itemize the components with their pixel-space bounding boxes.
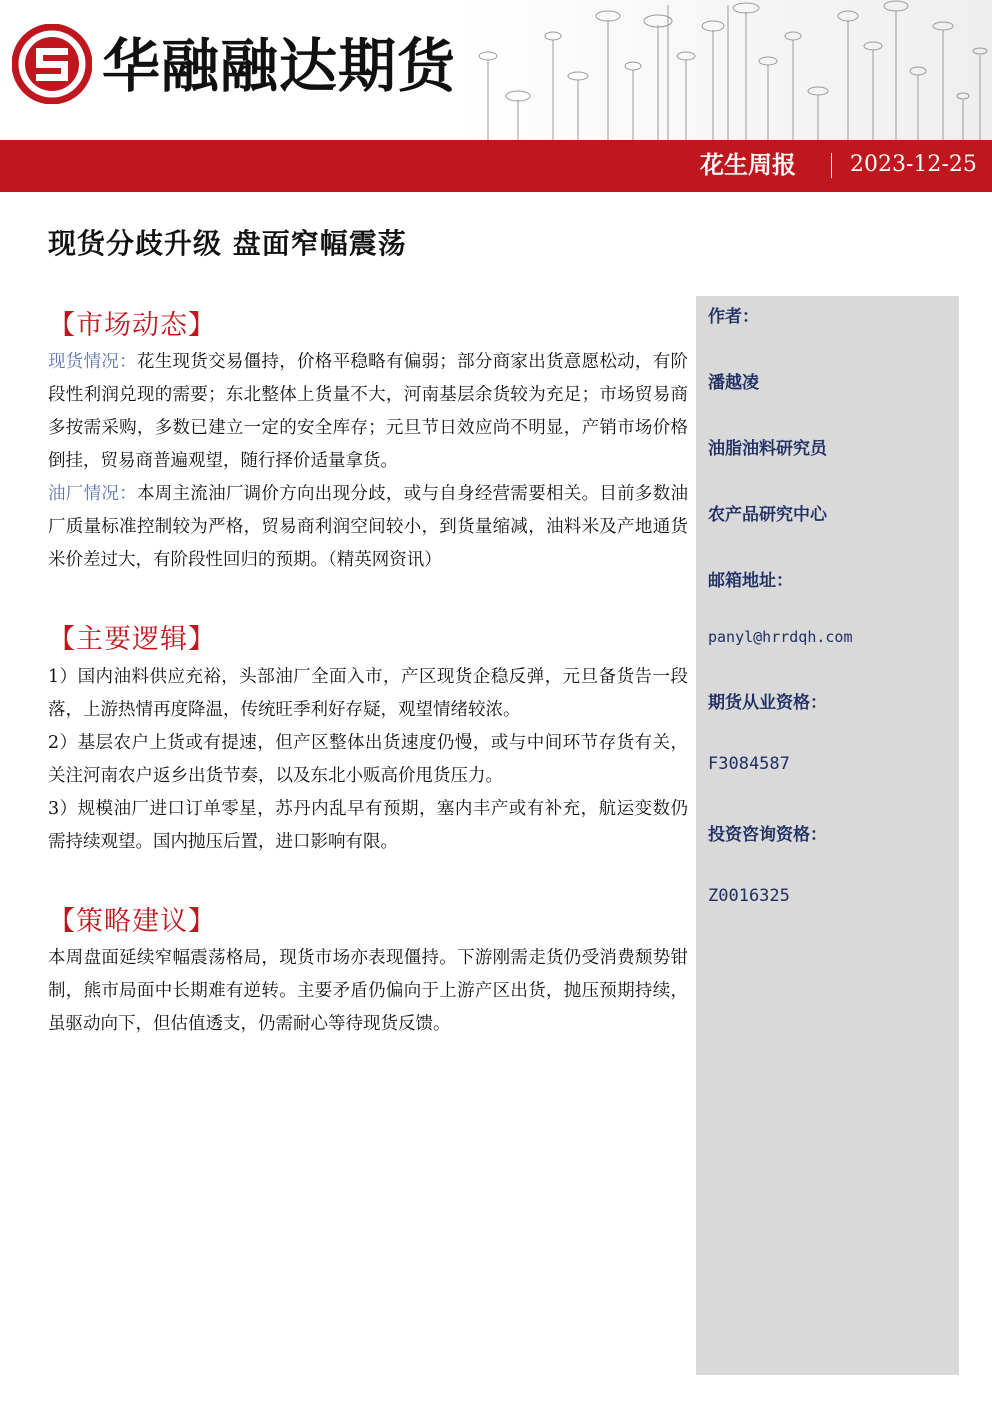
report-header [0, 0, 992, 192]
spot-label: 现货情况： [48, 352, 137, 372]
section-heading-strategy: 【策略建议】 [48, 906, 216, 937]
logic-point-1: 1）国内油料供应充裕，头部油厂全面入市，产区现货企稳反弹，元旦备货告一段落，上游热情再度降温，传统旺季利好存疑，观望情绪较浓。 [48, 667, 688, 720]
section-heading-logic: 【主要逻辑】 [48, 624, 216, 655]
company-logo-icon [12, 24, 92, 104]
advisory-cert-label: 投资咨询资格： [708, 825, 827, 845]
futures-cert-label: 期货从业资格： [708, 693, 827, 713]
report-title: 现货分歧升级 盘面窄幅震荡 [48, 227, 407, 260]
strategy-paragraph: 本周盘面延续窄幅震荡格局，现货市场亦表现僵持。下游刚需走货仍受消费颓势钳制，熊市局面中长期难有逆转。主要矛盾仍偏向于上游产区出货，抛压预期持续，虽驱动向下，但估值透支，仍需耐心等待现货反馈。 [48, 948, 688, 1034]
mill-paragraph [48, 478, 688, 577]
logic-point-2: 2）基层农户上货或有提速，但产区整体出货速度仍慢，或与中间环节存货有关，关注河南农户返乡出货节奏，以及东北小贩高价甩货压力。 [48, 733, 688, 786]
mill-label: 油厂情况： [48, 484, 137, 504]
report-type: 花生周报 [700, 151, 796, 179]
mill-text: 本周主流油厂调价方向出现分歧，或与自身经营需要相关。目前多数油厂质量标准控制较为严格，贸易商利润空间较小，到货量缩减，油料米及产地通货米价差过大，有阶段性回归的预期。（精英网资讯） [48, 484, 689, 570]
bar-divider [831, 153, 832, 178]
bubble-lines-decoration [458, 0, 992, 140]
email-label: 邮箱地址： [708, 571, 793, 591]
logic-point-3: 3）规模油厂进口订单零星，苏丹内乱早有预期，塞内丰产或有补充，航运变数仍需持续观望。国内抛压后置，进口影响有限。 [48, 799, 688, 852]
futures-cert-number: F3084587 [708, 754, 790, 774]
report-date: 2023-12-25 [850, 152, 977, 177]
title-bar [0, 140, 992, 192]
spot-text: 花生现货交易僵持，价格平稳略有偏弱；部分商家出货意愿松动，有阶段性利润兑现的需要；东北整体上货量不大，河南基层余货较为充足；市场贸易商多按需采购，多数已建立一定的安全库存；元旦节日效应尚不明显，产销市场价格倒挂，贸易商普遍观望，随行择价适量拿货。 [48, 352, 689, 471]
author-label: 作者： [708, 307, 759, 327]
brand-name: 华融融达期货 [102, 32, 457, 100]
research-center: 农产品研究中心 [708, 505, 827, 525]
author-role: 油脂油料研究员 [708, 439, 827, 459]
author-name: 潘越凌 [708, 373, 759, 393]
advisory-cert-number: Z0016325 [708, 886, 790, 906]
spot-paragraph [48, 346, 688, 478]
email-address[interactable]: panyl@hrrdqh.com [708, 628, 853, 646]
section-heading-market: 【市场动态】 [48, 310, 216, 341]
